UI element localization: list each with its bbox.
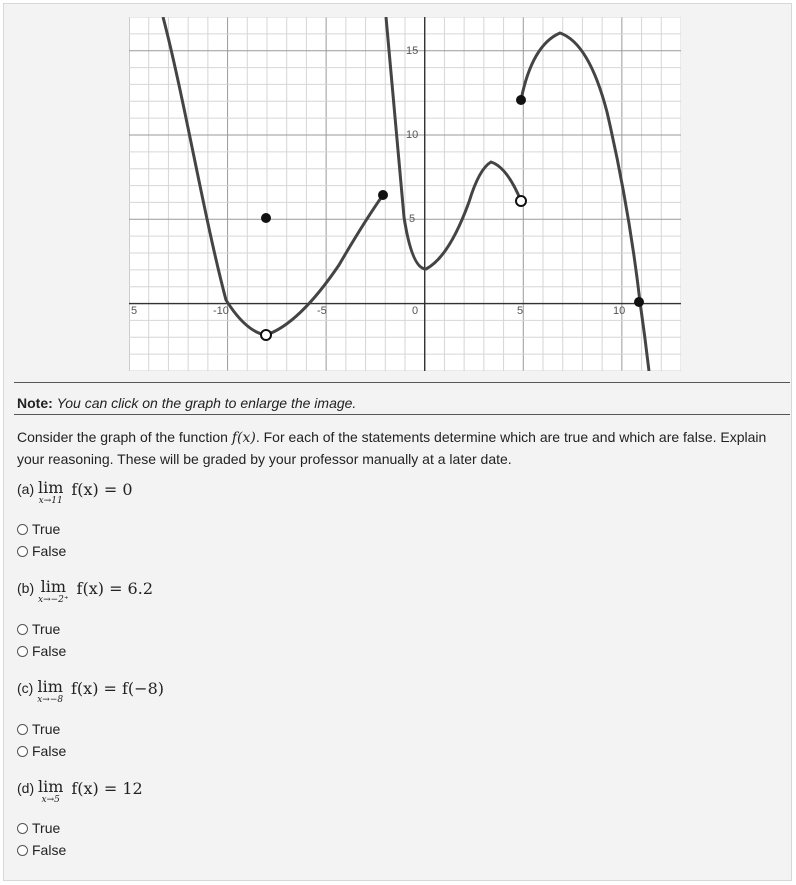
open-point-5-6 xyxy=(516,196,526,206)
radio-button[interactable] xyxy=(17,524,28,535)
option-a-true[interactable] xyxy=(17,520,60,538)
option-d-true[interactable] xyxy=(17,819,60,837)
radio-button[interactable] xyxy=(17,823,28,834)
option-label: False xyxy=(32,643,67,659)
y-tick-label: 10 xyxy=(406,129,419,141)
limit-subscript: x→−8 xyxy=(37,695,64,705)
limit-word: lim xyxy=(37,677,63,696)
limit-word: lim xyxy=(38,478,64,497)
x-tick-label: -10 xyxy=(213,305,229,317)
limit-expression: f(x) = f(−8) xyxy=(71,679,164,698)
limit-expression: f(x) = 12 xyxy=(71,779,143,798)
divider-bottom xyxy=(14,414,790,415)
question-label: (a) xyxy=(17,481,35,497)
limit-symbol xyxy=(37,678,63,705)
radio-button[interactable] xyxy=(17,646,28,657)
question-label: (b) xyxy=(17,580,35,596)
radio-button[interactable] xyxy=(17,546,28,557)
limit-word: lim xyxy=(40,577,67,596)
option-label: False xyxy=(32,842,67,858)
open-point-neg8-neg2 xyxy=(261,330,271,340)
question-a xyxy=(17,479,133,506)
limit-subscript: x→−2⁺ xyxy=(38,595,69,605)
option-b-false[interactable] xyxy=(17,642,66,660)
note-label: Note: xyxy=(17,395,53,411)
option-d-false[interactable] xyxy=(17,841,66,859)
radio-button[interactable] xyxy=(17,746,28,757)
x-tick-label: 5 xyxy=(131,305,138,317)
filled-point-neg8-5 xyxy=(261,213,271,223)
limit-symbol xyxy=(38,578,69,605)
option-a-false[interactable] xyxy=(17,542,66,560)
intro-after: . For each of the statements determine which are true and which are false. Explain your reasoning. These will be graded by your professor manually at a later date. xyxy=(17,429,767,467)
radio-button[interactable] xyxy=(17,624,28,635)
limit-subscript: x→5 xyxy=(41,795,60,805)
x-tick-label: -5 xyxy=(317,305,327,317)
note xyxy=(17,395,356,411)
option-label: False xyxy=(32,743,67,759)
filled-point-11-0 xyxy=(634,297,644,307)
option-b-true[interactable] xyxy=(17,620,60,638)
radio-button[interactable] xyxy=(17,724,28,735)
divider-top xyxy=(14,382,790,383)
filled-point-5-12 xyxy=(516,95,526,105)
option-label: True xyxy=(32,721,61,737)
x-tick-label: 0 xyxy=(412,305,419,317)
question-panel xyxy=(3,3,792,881)
option-c-false[interactable] xyxy=(17,742,66,760)
option-label: True xyxy=(32,521,61,537)
question-c xyxy=(17,678,164,705)
question-b xyxy=(17,578,153,605)
option-label: False xyxy=(32,543,67,559)
limit-expression: f(x) = 0 xyxy=(71,480,133,499)
option-label: True xyxy=(32,820,61,836)
filled-point-neg2 xyxy=(378,190,388,200)
limit-subscript: x→11 xyxy=(38,496,63,506)
y-tick-label: 5 xyxy=(409,213,416,225)
function-graph[interactable] xyxy=(129,17,681,371)
limit-symbol xyxy=(38,479,63,506)
intro-before: Consider the graph of the function xyxy=(17,429,232,445)
intro-function: f(x) xyxy=(231,430,256,446)
radio-button[interactable] xyxy=(17,845,28,856)
option-label: True xyxy=(32,621,61,637)
limit-symbol xyxy=(38,778,63,805)
x-tick-label: 10 xyxy=(613,305,626,317)
question-label: (d) xyxy=(17,780,35,796)
question-label: (c) xyxy=(17,680,34,696)
x-tick-label: 5 xyxy=(517,305,524,317)
intro-text xyxy=(17,427,782,470)
limit-expression: f(x) = 6.2 xyxy=(76,579,153,598)
y-tick-label: 15 xyxy=(406,45,419,57)
note-text: You can click on the graph to enlarge the image. xyxy=(56,395,357,411)
limit-word: lim xyxy=(38,777,64,796)
question-d xyxy=(17,778,143,805)
option-c-true[interactable] xyxy=(17,720,60,738)
